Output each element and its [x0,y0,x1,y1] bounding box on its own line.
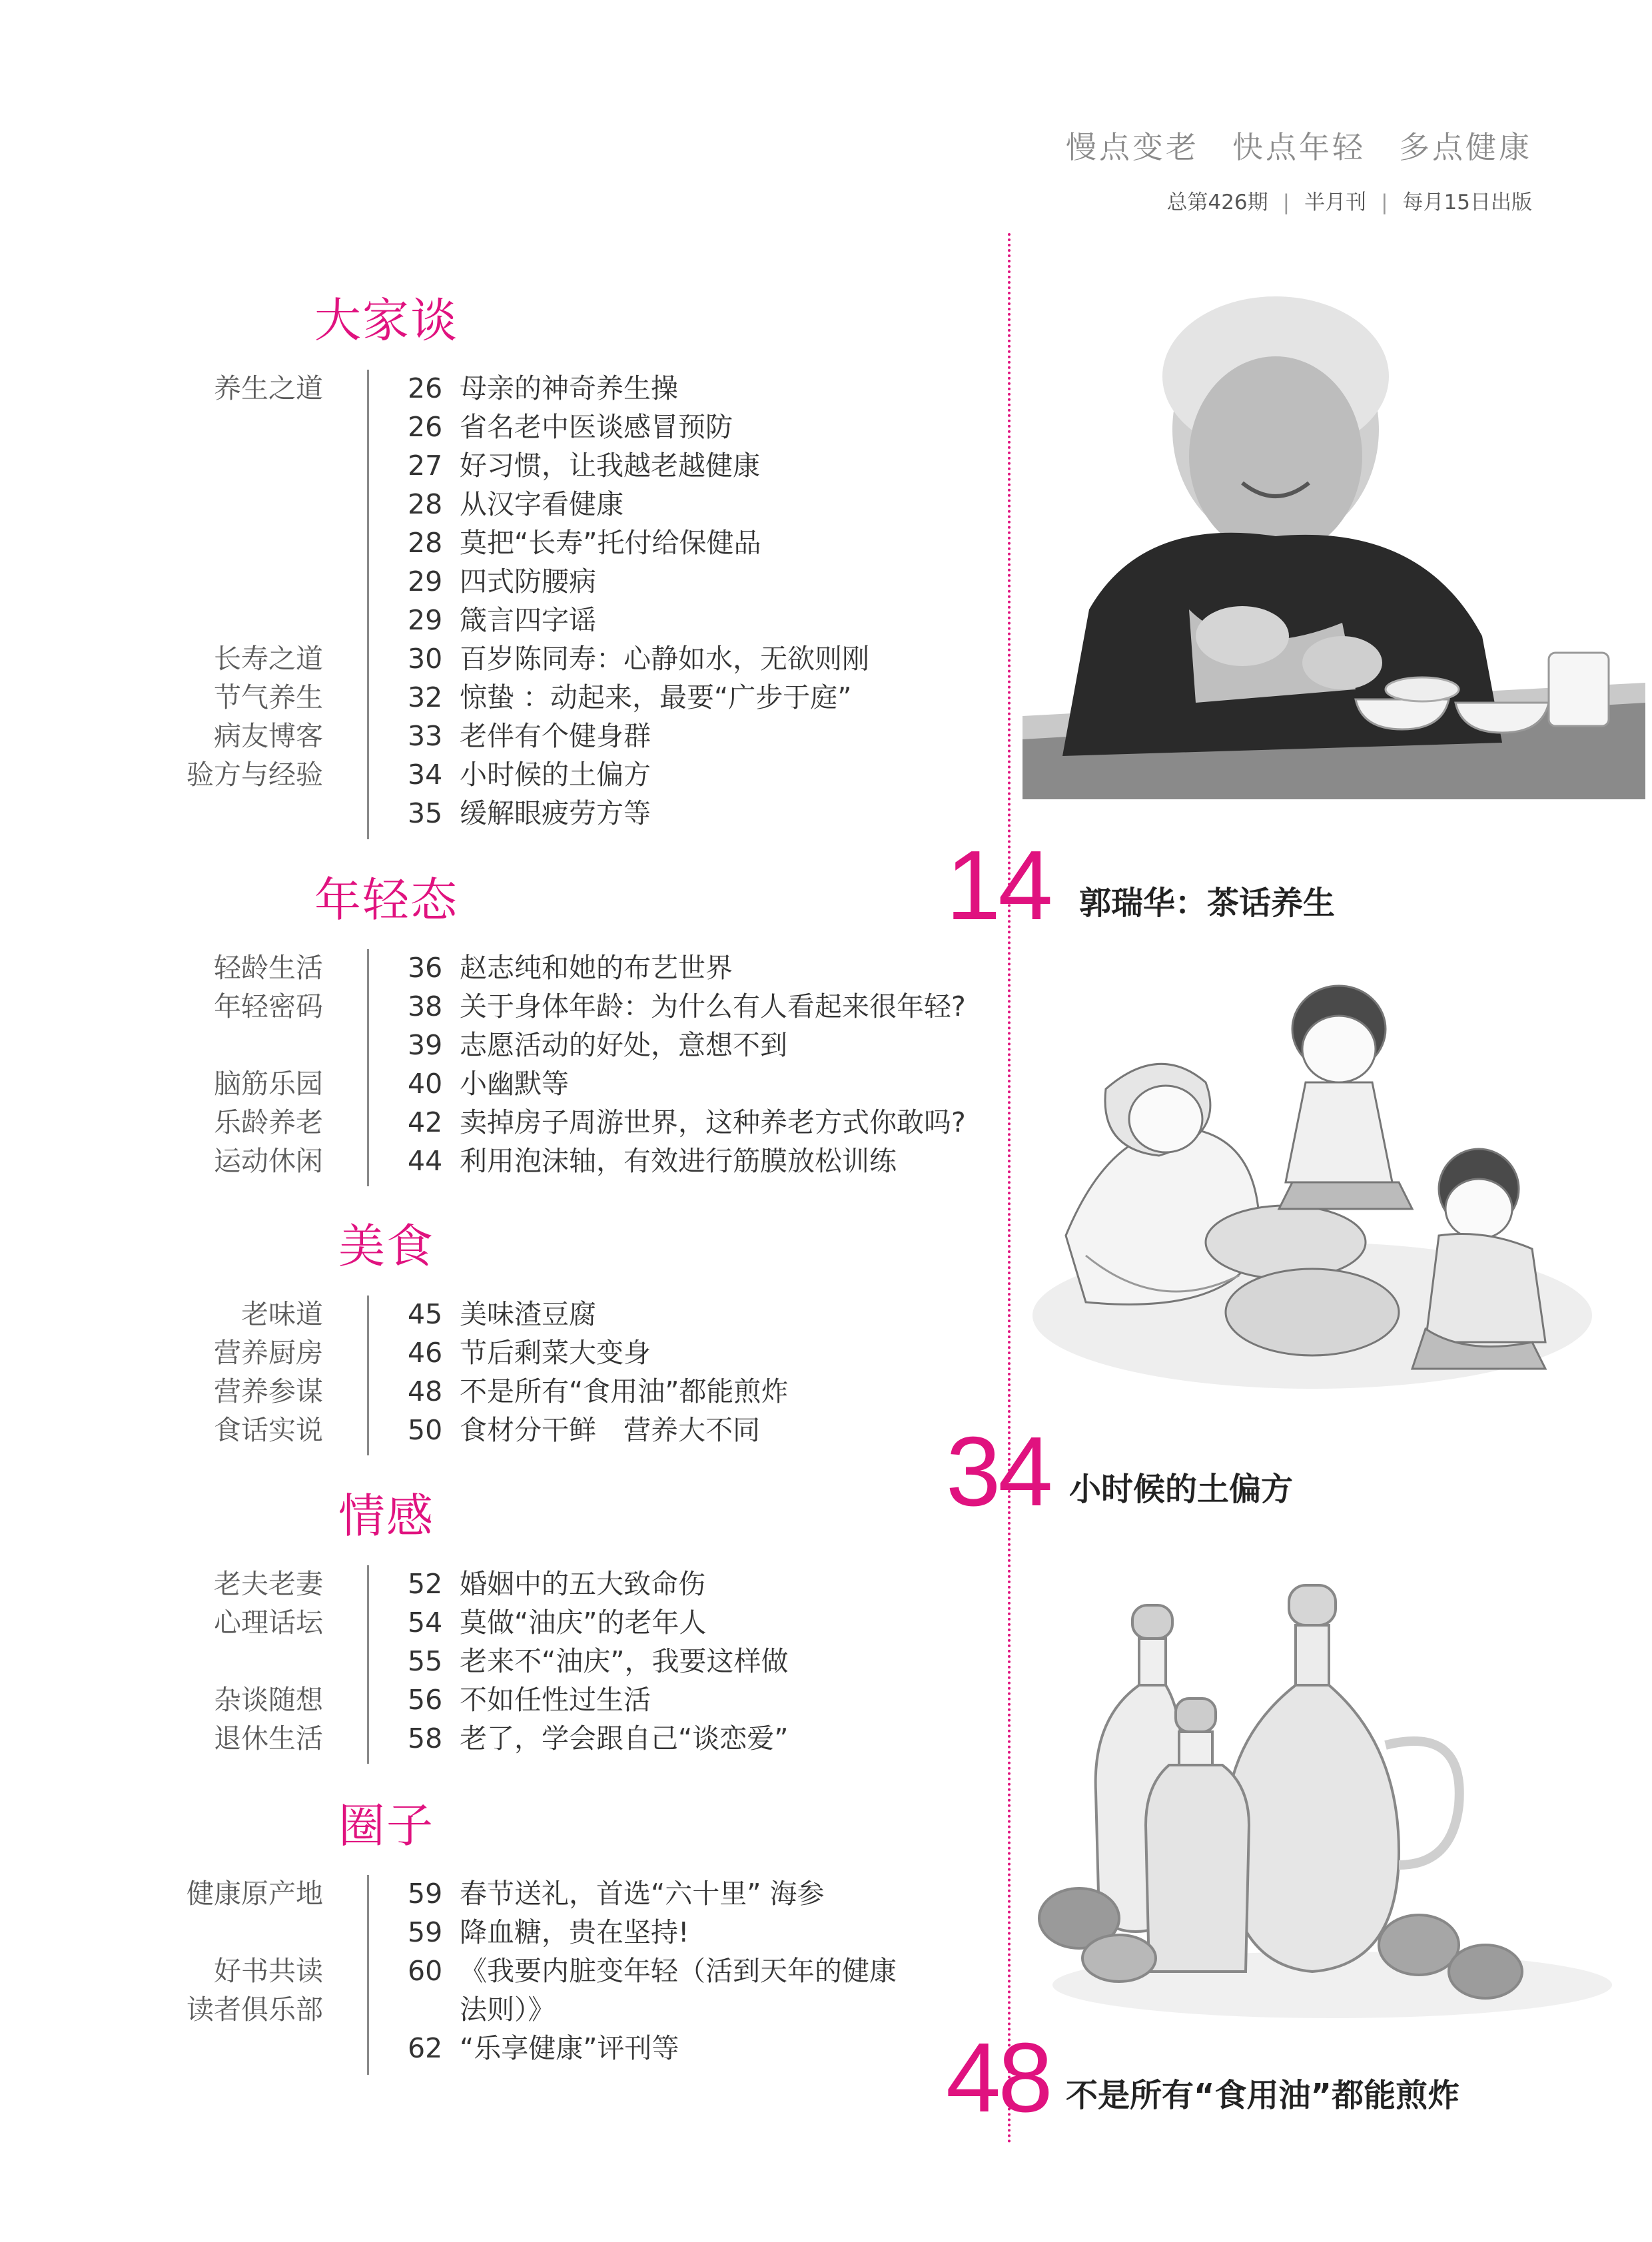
toc-title: 不是所有“食用油”都能煎炸 [460,1375,789,1407]
toc-category: 运动休闲 [214,1145,323,1177]
feature-caption: 不是所有“食用油”都能煎炸 [1066,2077,1460,2114]
feature-page-number: 48 [946,2023,1050,2133]
toc-category: 心理话坛 [214,1607,323,1639]
toc-row[interactable] [0,1914,999,1951]
toc-row[interactable] [0,679,999,716]
toc-row[interactable] [0,640,999,677]
issue-publish-date: 每月15日出版 [1402,190,1532,214]
toc-page: 56 [408,1684,443,1716]
toc-category: 脑筋乐园 [214,1068,323,1100]
toc-page: 45 [408,1298,443,1330]
toc-title: 利用泡沫轴，有效进行筋膜放松训练 [460,1145,897,1177]
toc-title: 惊蛰 ：动起来，最要“广步于庭” [460,681,852,713]
toc-row[interactable] [0,1142,999,1180]
toc-title: 小幽默等 [460,1068,569,1100]
toc-row[interactable] [0,1065,999,1102]
toc-page: 33 [408,720,443,752]
toc-category: 长寿之道 [214,643,323,675]
toc-page: 40 [408,1068,443,1100]
toc-row[interactable] [0,1952,999,1990]
toc-title: 关于身体年龄：为什么有人看起来很年轻? [460,990,966,1022]
toc-page: 39 [408,1029,443,1061]
toc-title: 好习惯，让我越老越健康 [460,450,760,482]
toc-title: 节后剩菜大变身 [460,1337,651,1369]
toc-row[interactable] [0,563,999,600]
toc-category: 养生之道 [214,372,323,404]
toc-page: 30 [408,643,443,675]
vertical-divider [1008,233,1011,2145]
toc-page: 58 [408,1722,443,1754]
toc-page: 27 [408,450,443,482]
oil-bottles-illustration [1026,1572,1612,2025]
toc-page: 35 [408,797,443,829]
toc-category: 营养厨房 [214,1337,323,1369]
section-title: 圈子 [338,1798,434,1853]
toc-row[interactable] [0,795,999,832]
toc-row[interactable] [0,1104,999,1141]
toc-page: 44 [408,1145,443,1177]
toc-row[interactable] [0,408,999,446]
toc-row[interactable] [0,1604,999,1641]
toc-row[interactable] [0,1373,999,1410]
toc-page: 48 [408,1375,443,1407]
section-title: 年轻态 [314,873,458,927]
toc-row[interactable] [0,447,999,484]
toc-row[interactable] [0,756,999,793]
issue-number: 总第426期 [1166,190,1268,214]
toc-category: 营养参谋 [214,1375,323,1407]
toc-category: 乐龄养老 [214,1106,323,1138]
toc-title: 卖掉房子周游世界，这种养老方式你敢吗? [460,1106,966,1138]
toc-page: 52 [408,1568,443,1600]
toc-page: 59 [408,1878,443,1910]
toc-category: 老味道 [241,1298,323,1330]
toc-row[interactable] [0,1411,999,1449]
feature-caption: 小时候的土偏方 [1069,1471,1294,1508]
toc-title: 婚姻中的五大致命伤 [460,1568,705,1600]
toc-category: 病友博客 [214,720,323,752]
toc-page: 42 [408,1106,443,1138]
toc-title: 箴言四字谣 [460,604,596,636]
toc-category: 杂谈随想 [214,1684,323,1716]
feature-page-number: 14 [946,831,1050,940]
toc-row[interactable] [0,988,999,1025]
toc-title: 老来不“油庆”，我要这样做 [460,1645,789,1677]
toc-title: 食材分干鲜 营养大不同 [460,1414,760,1446]
toc-page: 26 [408,372,443,404]
toc-row[interactable] [0,486,999,523]
toc-row[interactable] [0,1296,999,1333]
toc-page: 29 [408,565,443,597]
toc-category: 读者俱乐部 [187,1994,323,2026]
feature-page-number: 34 [946,1417,1050,1527]
toc-title: 赵志纯和她的布艺世界 [460,952,733,984]
toc-row[interactable] [0,1026,999,1064]
toc-row[interactable] [0,949,999,986]
toc-page: 26 [408,411,443,443]
toc-category: 健康原产地 [187,1878,323,1910]
toc-row[interactable] [0,601,999,639]
toc-page: 55 [408,1645,443,1677]
toc-title: 莫把“长寿”托付给保健品 [460,527,761,559]
toc-page: 59 [408,1916,443,1948]
toc-page: 36 [408,952,443,984]
toc-page: 29 [408,604,443,636]
toc-title: 法则）》 [460,1994,556,2026]
section-title: 情感 [338,1489,434,1543]
toc-title: “乐享健康”评刊等 [460,2032,679,2064]
toc-category: 轻龄生活 [214,952,323,984]
toc-page: 50 [408,1414,443,1446]
toc-page: 28 [408,488,443,520]
toc-title: 降血糖，贵在坚持! [460,1916,689,1948]
toc-category: 好书共读 [214,1955,323,1987]
toc-page: 60 [408,1955,443,1987]
feature-14[interactable] [946,831,1612,940]
toc-row[interactable] [0,1681,999,1718]
toc-title: 莫做“油庆”的老年人 [460,1607,707,1639]
toc-title: 不如任性过生活 [460,1684,651,1716]
section-title: 大家谈 [314,293,458,348]
toc-title: 百岁陈同寿：心静如水，无欲则刚 [460,643,869,675]
toc-row[interactable] [0,2030,999,2067]
issue-frequency: 半月刊 [1304,190,1367,214]
toc-row[interactable] [0,1875,999,1912]
toc-page: 34 [408,759,443,791]
toc-page: 28 [408,527,443,559]
issue-info: 总第426期 | 半月刊 | 每月15日出版 [1166,190,1532,214]
toc-title: 志愿活动的好处，意想不到 [460,1029,787,1061]
portrait-photo [1023,263,1645,799]
toc-page: 46 [408,1337,443,1369]
toc-row[interactable] [0,1565,999,1603]
slogan: 慢点变老 快点年轻 多点健康 [1066,129,1532,165]
toc-row[interactable] [0,370,999,407]
children-illustration [1026,969,1599,1395]
toc-page: 32 [408,681,443,713]
toc-title: 省名老中医谈感冒预防 [460,411,733,443]
toc-row[interactable] [0,717,999,755]
toc-title: 小时候的土偏方 [460,759,651,791]
feature-34[interactable] [946,1417,1612,1527]
toc-category: 食话实说 [214,1414,323,1446]
toc-title: 春节送礼，首选“六十里” 海参 [460,1878,825,1910]
toc-title: 母亲的神奇养生操 [460,372,678,404]
toc-category: 退休生活 [214,1722,323,1754]
toc-category: 老夫老妻 [214,1568,323,1600]
toc-page: 54 [408,1607,443,1639]
toc-title: 美味渣豆腐 [460,1298,596,1330]
toc-page: 62 [408,2032,443,2064]
toc-title: 老了，学会跟自己“谈恋爱” [460,1722,789,1754]
toc-row[interactable] [0,1334,999,1371]
toc-title: 老伴有个健身群 [460,720,651,752]
toc-title: 《我要内脏变年轻（活到天年的健康 [460,1955,897,1987]
toc-row[interactable] [0,1991,999,2028]
toc-title: 缓解眼疲劳方等 [460,797,651,829]
feature-caption: 郭瑞华：茶话养生 [1079,885,1336,922]
feature-48[interactable] [946,2023,1612,2133]
toc-title: 四式防腰病 [460,565,596,597]
toc-page: 38 [408,990,443,1022]
toc-title: 从汉字看健康 [460,488,623,520]
toc-row[interactable] [0,1720,999,1757]
toc-category: 年轻密码 [214,990,323,1022]
toc-row[interactable] [0,1643,999,1680]
toc-category: 验方与经验 [187,759,323,791]
toc-category: 节气养生 [214,681,323,713]
toc-row[interactable] [0,524,999,561]
section-title: 美食 [338,1219,434,1274]
